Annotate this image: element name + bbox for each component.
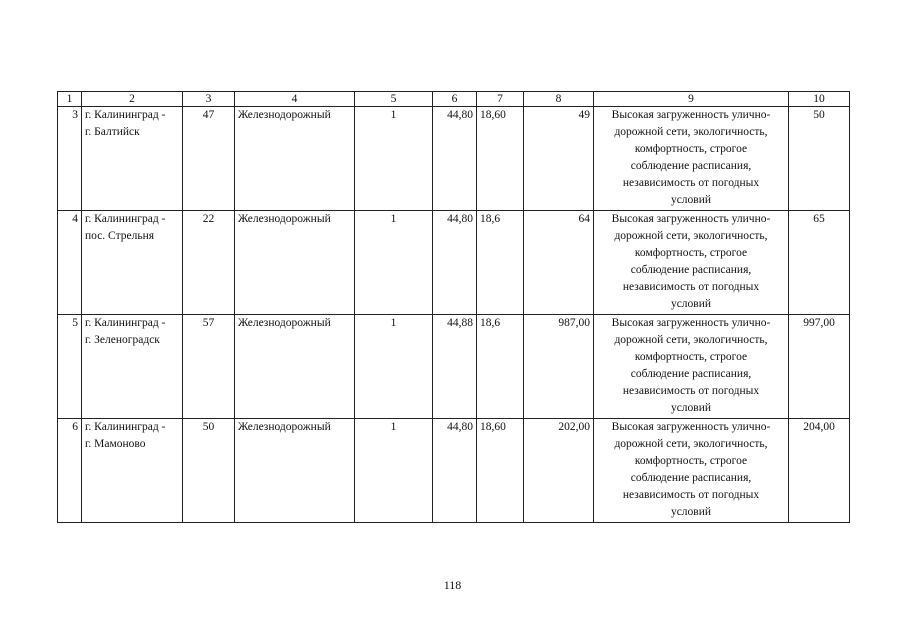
col7-cell: 18,6 [477,315,524,419]
route-origin: г. Калининград - [85,421,166,433]
route-destination: пос. Стрельня [85,230,155,242]
col10-cell: 204,00 [789,419,850,523]
description-line: дорожной сети, экологичность, [614,230,768,242]
description-line: комфортность, строгое [634,351,748,363]
description-line: Высокая загруженность улично- [611,317,771,329]
table-row [58,419,850,523]
page-number: 118 [443,578,462,592]
col10-cell: 65 [789,211,850,315]
col7-cell: 18,60 [477,419,524,523]
description-line: дорожной сети, экологичность, [614,334,768,346]
row-number: 3 [58,107,82,211]
col7-cell: 18,60 [477,107,524,211]
row-number: 5 [58,315,82,419]
col10-cell: 50 [789,107,850,211]
description-line: комфортность, строгое [634,455,748,467]
col8-cell: 202,00 [524,419,594,523]
description-line: независимость от погодных [622,385,760,397]
description-cell [594,211,789,315]
distance-cell: 57 [183,315,235,419]
header-cell: 3 [183,92,235,107]
route-destination: г. Балтийск [85,126,140,138]
description-line: комфортность, строгое [634,143,748,155]
description-line: Высокая загруженность улично- [611,109,771,121]
transport-type-cell: Железнодорожный [235,419,355,523]
description-line: дорожной сети, экологичность, [614,126,768,138]
header-cell: 1 [58,92,82,107]
transport-type-cell: Железнодорожный [235,211,355,315]
header-cell: 4 [235,92,355,107]
header-cell: 2 [82,92,183,107]
transport-table [57,91,850,523]
count-cell: 1 [355,315,433,419]
header-cell: 5 [355,92,433,107]
table-row [58,107,850,211]
description-line: независимость от погодных [622,177,760,189]
header-cell: 10 [789,92,850,107]
col8-cell: 64 [524,211,594,315]
col8-cell: 49 [524,107,594,211]
header-cell: 6 [433,92,477,107]
col8-cell: 987,00 [524,315,594,419]
header-cell: 7 [477,92,524,107]
header-cell: 9 [594,92,789,107]
transport-type-cell: Железнодорожный [235,107,355,211]
count-cell: 1 [355,211,433,315]
distance-cell: 50 [183,419,235,523]
distance-cell: 22 [183,211,235,315]
distance-cell: 47 [183,107,235,211]
col6-cell: 44,80 [433,419,477,523]
table-row [58,211,850,315]
col6-cell: 44,80 [433,107,477,211]
description-line: условий [670,194,712,206]
description-line: Высокая загруженность улично- [611,213,771,225]
route-cell [82,315,183,419]
description-line: независимость от погодных [622,281,760,293]
description-cell [594,315,789,419]
description-line: условий [670,506,712,518]
description-line: соблюдение расписания, [630,472,752,484]
description-line: условий [670,402,712,414]
col6-cell: 44,80 [433,211,477,315]
description-line: комфортность, строгое [634,247,748,259]
count-cell: 1 [355,107,433,211]
route-cell [82,419,183,523]
header-cell: 8 [524,92,594,107]
col10-cell: 997,00 [789,315,850,419]
row-number: 4 [58,211,82,315]
description-cell [594,107,789,211]
table-row [58,315,850,419]
description-cell [594,419,789,523]
col6-cell: 44,88 [433,315,477,419]
description-line: независимость от погодных [622,489,760,501]
row-number: 6 [58,419,82,523]
count-cell: 1 [355,419,433,523]
route-cell [82,211,183,315]
route-destination: г. Мамоново [85,438,146,450]
route-origin: г. Калининград - [85,109,166,121]
description-line: соблюдение расписания, [630,160,752,172]
route-destination: г. Зеленоградск [85,334,160,346]
description-line: Высокая загруженность улично- [611,421,771,433]
route-cell [82,107,183,211]
col7-cell: 18,6 [477,211,524,315]
description-line: соблюдение расписания, [630,264,752,276]
description-line: условий [670,298,712,310]
transport-type-cell: Железнодорожный [235,315,355,419]
description-line: дорожной сети, экологичность, [614,438,768,450]
description-line: соблюдение расписания, [630,368,752,380]
table-header-row [58,92,850,107]
route-origin: г. Калининград - [85,317,166,329]
route-origin: г. Калининград - [85,213,166,225]
